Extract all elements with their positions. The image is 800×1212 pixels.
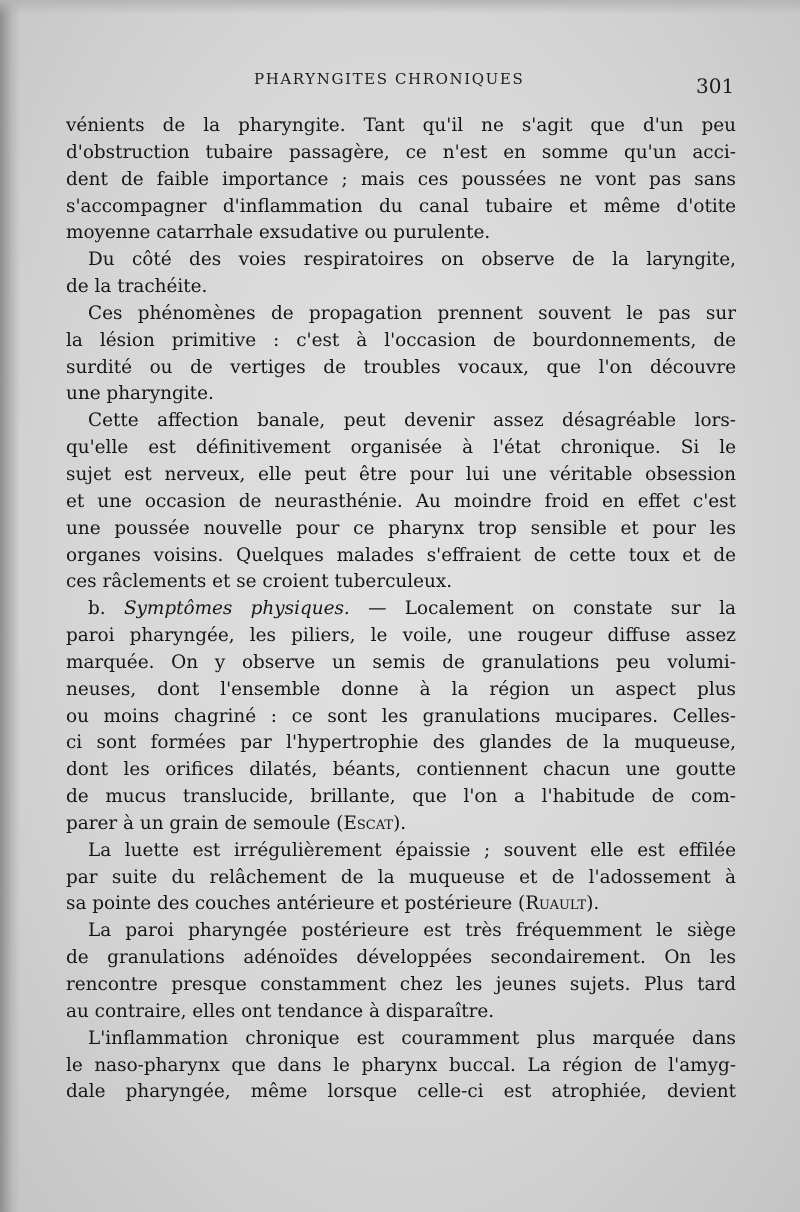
page-gutter-shadow — [0, 0, 20, 1212]
citation-tail: ). — [393, 812, 407, 834]
text-line: une poussée nouvelle pour ce pharynx trop sensible et pour les — [66, 517, 736, 539]
text-line: marquée. On y observe un semis de granulations peu volumi- — [66, 651, 736, 673]
paragraph-start-line: La paroi pharyngée postérieure est très fréquemment le siège — [88, 920, 736, 942]
page-top-shadow — [0, 0, 800, 14]
text-line: paroi pharyngée, les piliers, le voile, une rougeur diffuse assez — [66, 625, 736, 647]
text-line: ou moins chagriné : ce sont les granulations mucipares. Celles- — [66, 705, 736, 727]
text-line: sujet est nerveux, elle peut être pour lui une véritable obsession — [66, 463, 736, 485]
paragraph-start-line: Du côté des voies respiratoires on observe de la laryngite, — [88, 249, 736, 271]
text-line: rencontre presque constamment chez les jeunes sujets. Plus tard — [66, 974, 736, 995]
text-line: d'obstruction tubaire passagère, ce n'est en somme qu'un acci- — [66, 141, 736, 163]
section-heading-line — [66, 596, 736, 623]
text-line: le naso-pharynx que dans le pharynx buccal. La région de l'amyg- — [66, 1054, 736, 1076]
text-line: organes voisins. Quelques malades s'effraient de cette toux et de — [66, 544, 736, 566]
page-number: 301 — [696, 74, 735, 98]
text-line: la lésion primitive : c'est à l'occasion de bourdonnements, de — [66, 329, 736, 351]
section-label: b. — [88, 598, 124, 620]
text-line: dale pharyngée, même lorsque celle-ci est atrophiée, devient — [66, 1081, 736, 1103]
text-line: dent de faible importance ; mais ces poussées ne vont pas sans — [66, 168, 736, 190]
body-text — [66, 113, 736, 1106]
author-citation: Escat — [343, 812, 394, 834]
paragraph-start-line: Cette affection banale, peut devenir assez désagréable lors- — [88, 410, 736, 432]
citation-lead: sa pointe des couches antérieure et postérieure ( — [66, 893, 526, 915]
paragraph-start-line: Ces phénomènes de propagation prennent souvent le pas sur — [88, 302, 736, 324]
text-line: dont les orifices dilatés, béants, contiennent chacun une goutte — [66, 759, 736, 781]
text-line: au contraire, elles ont tendance à disparaître. — [66, 1000, 495, 1022]
paragraph-start-line: La luette est irrégulièrement épaissie ; souvent elle est effilée — [88, 839, 736, 861]
text-line: par suite du relâchement de la muqueuse et de l'adossement à — [66, 866, 736, 888]
author-citation: Ruault — [525, 893, 587, 915]
text-line: et une occasion de neurasthénie. Au moindre froid en effet c'est — [66, 490, 736, 512]
paragraph-start-line: L'inflammation chronique est couramment plus marquée dans — [88, 1027, 736, 1049]
text-line-citation — [66, 811, 736, 838]
text-line: vénients de la pharyngite. Tant qu'il ne s'agit que d'un peu — [66, 115, 736, 136]
text-line: surdité ou de vertiges de troubles vocaux, que l'on découvre — [66, 356, 736, 378]
section-title: Symptômes physiques. — [123, 598, 350, 620]
text-line-citation — [66, 891, 736, 918]
text-line: qu'elle est définitivement organisée à l'état chronique. Si le — [66, 437, 736, 459]
running-head: PHARYNGITES CHRONIQUES — [254, 70, 525, 88]
text-line: de mucus translucide, brillante, que l'on a l'habitude de com- — [66, 786, 736, 808]
text-line: s'accompagner d'inflammation du canal tubaire et même d'otite — [66, 195, 736, 217]
text-line: ces râclements et se croient tuberculeux. — [66, 571, 453, 593]
text-line: de la trachéite. — [66, 276, 208, 298]
citation-tail: ). — [586, 893, 600, 915]
section-text: — Localement on constate sur la — [349, 598, 736, 620]
citation-lead: parer à un grain de semoule ( — [66, 812, 344, 834]
text-line: de granulations adénoïdes développées secondairement. On les — [66, 947, 736, 969]
text-line: neuses, dont l'ensemble donne à la région un aspect plus — [66, 678, 736, 700]
text-line: une pharyngite. — [66, 383, 214, 405]
text-line: moyenne catarrhale exsudative ou purulente. — [66, 222, 491, 244]
text-line: ci sont formées par l'hypertrophie des glandes de la muqueuse, — [66, 732, 736, 754]
